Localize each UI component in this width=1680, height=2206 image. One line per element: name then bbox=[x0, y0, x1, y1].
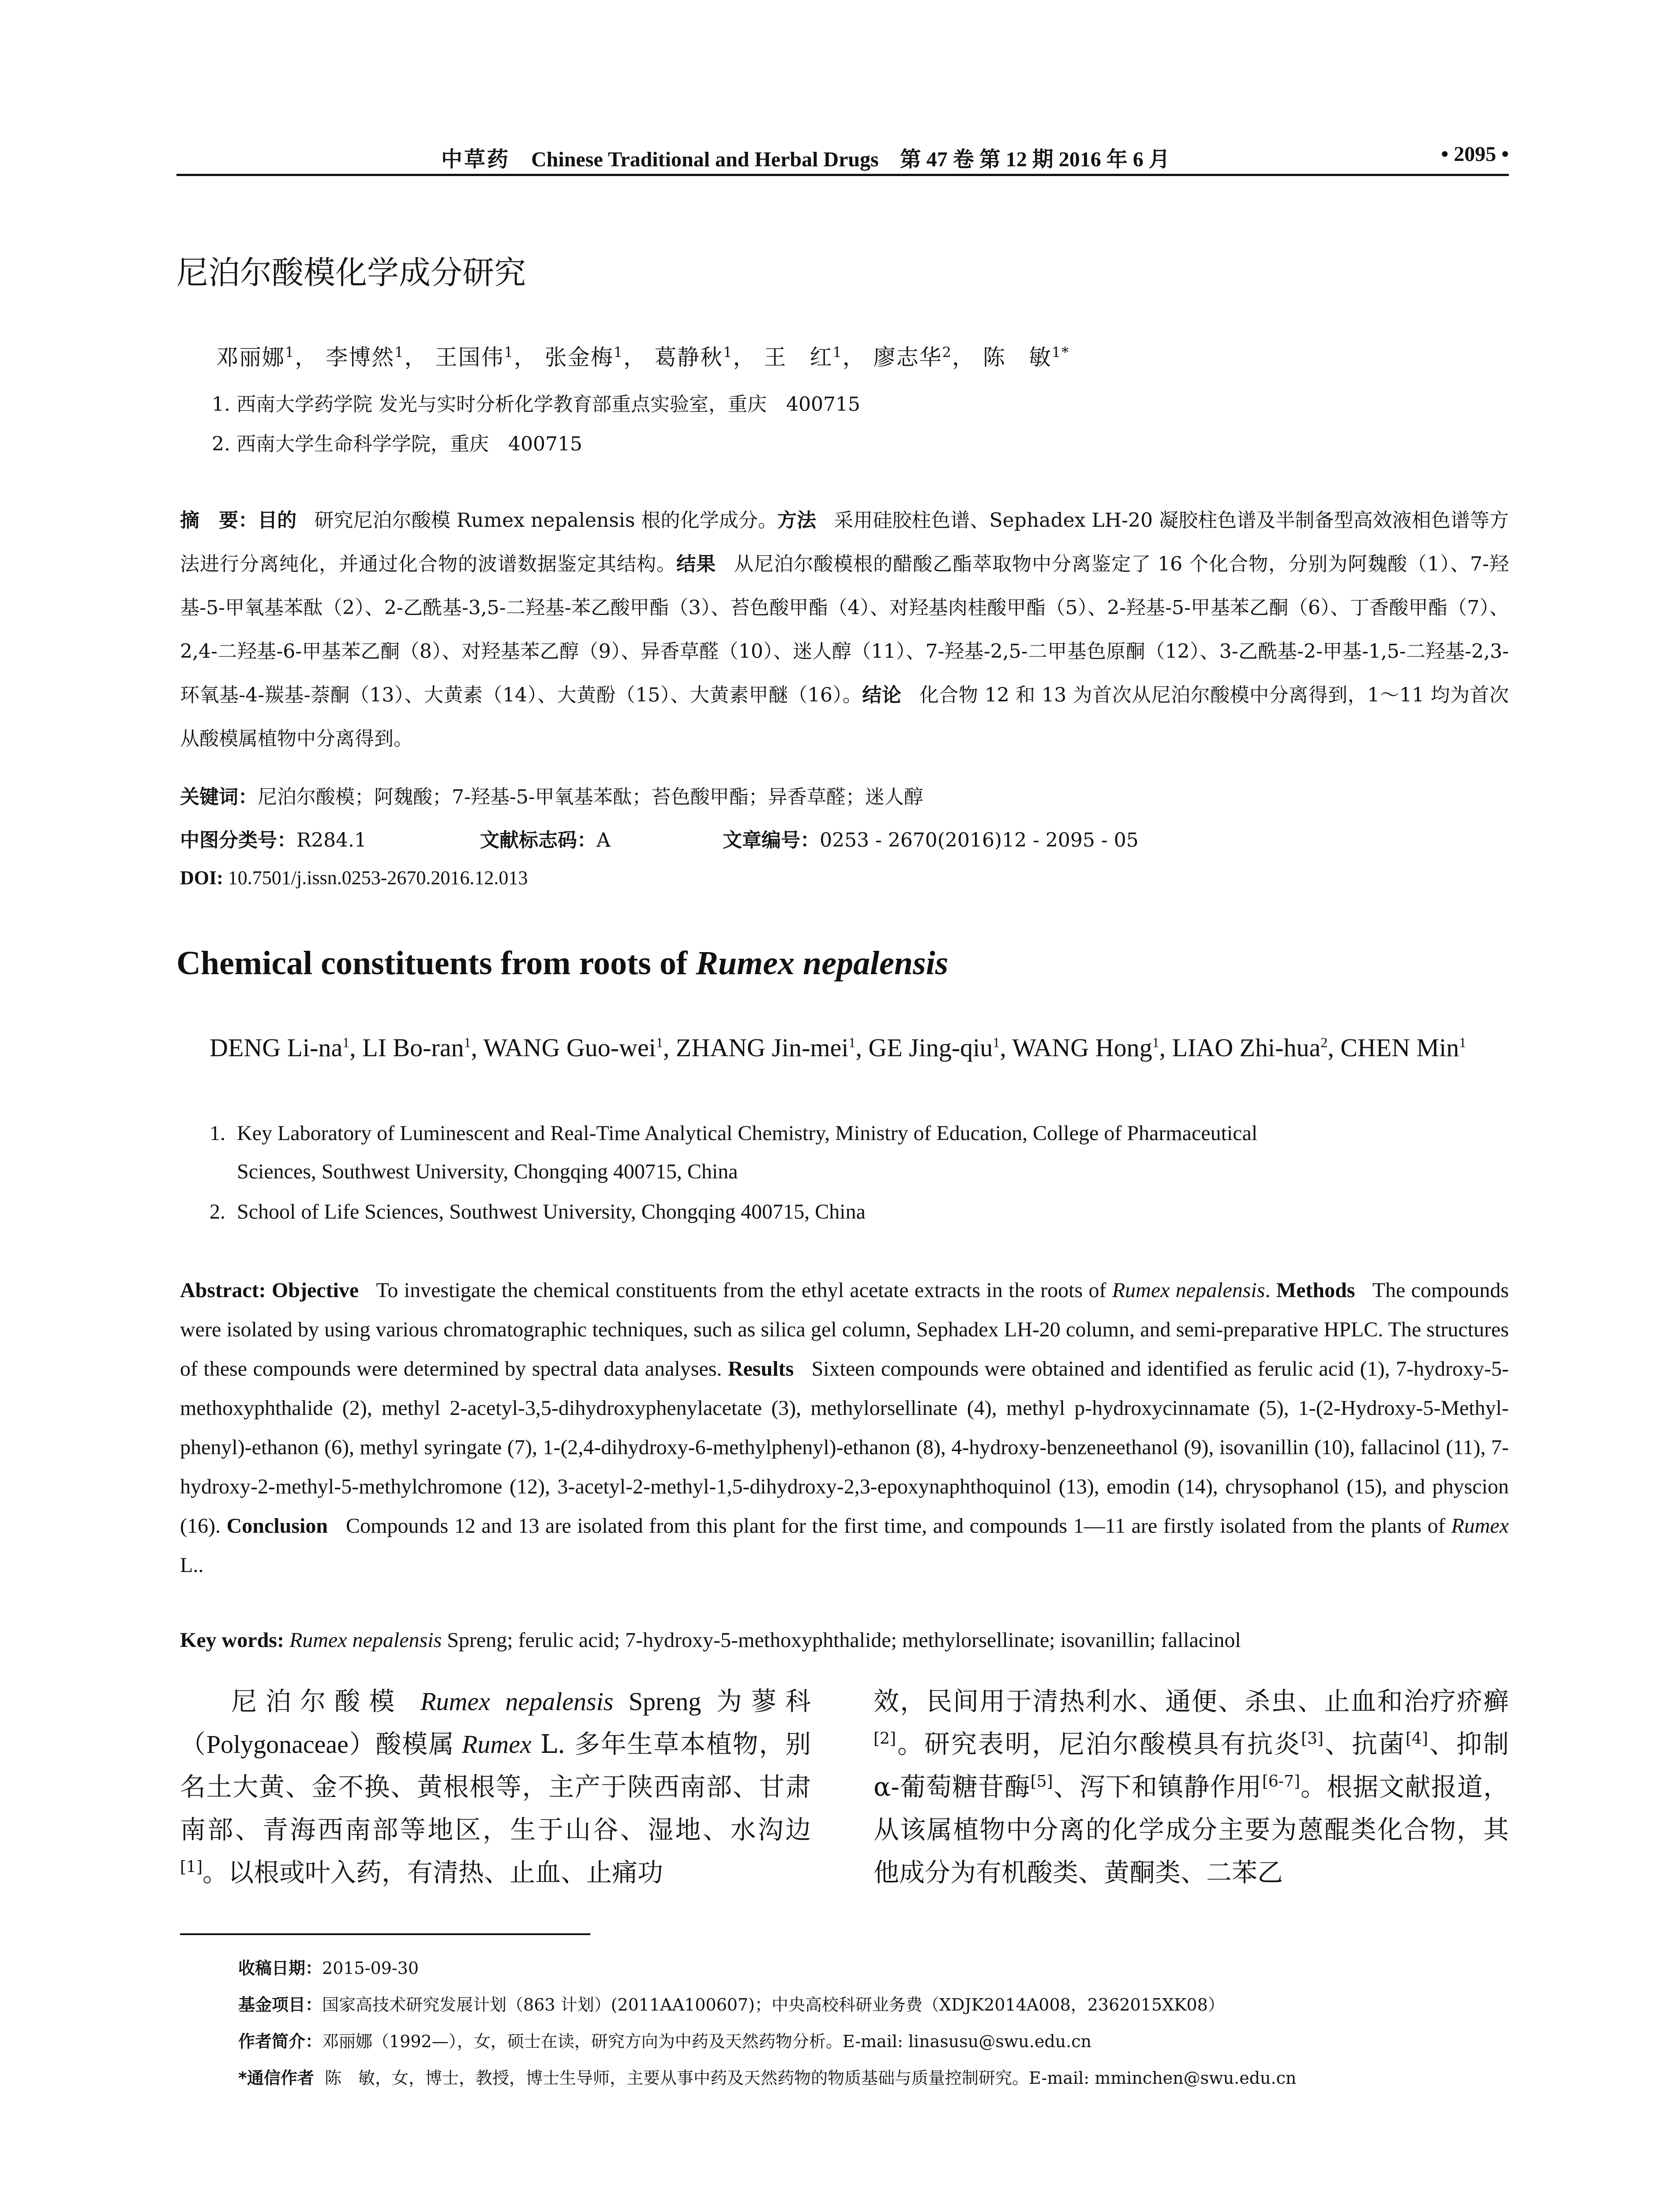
cn-title: 尼泊尔酸模化学成分研究 bbox=[176, 254, 526, 291]
cn-author: 张金梅$^1$ bbox=[544, 344, 624, 370]
cn-author: 陈 敏$^{1*}$ bbox=[982, 344, 1070, 370]
en-affiliation-2: 2. School of Life Sciences, Southwest University, Chongqing 400715, China bbox=[210, 1200, 866, 1223]
cn-affiliation-2: 2. 西南大学生命科学学院，重庆 400715 bbox=[212, 433, 582, 455]
cn-keywords bbox=[180, 781, 923, 809]
footnote-corresponding: *通信作者 陈 敏，女，博士，教授，博士生导师，主要从事中药及天然药物的物质基础与质量控制研究。E-mail: mminchen@swu.edu.cn bbox=[238, 2068, 1297, 2088]
cn-affiliation-1: 1. 西南大学药学院 发光与实时分析化学教育部重点实验室，重庆 400715 bbox=[212, 393, 860, 416]
en-author: WANG Hong$^1$ bbox=[1012, 1033, 1159, 1062]
body-column-right: 效，民间用于清热利水、通便、杀虫、止血和治疗疥癣[2]。研究表明，尼泊尔酸模具有抗炎[3]、抗菌[4]、抑制 α-葡萄糖苷酶[5]、泻下和镇静作用[6-7]。根据文献报道，从该属植物中分离的化学成分主要为蒽醌类化合物，其他成分为有机酸类、黄酮类、二苯乙 bbox=[874, 1686, 1509, 1887]
cn-abstract-label: 摘 要： bbox=[180, 509, 258, 532]
en-keywords-label: Key words: bbox=[180, 1628, 284, 1652]
en-abstract-label: Abstract: bbox=[180, 1279, 266, 1302]
cn-author: 王国伟$^1$ bbox=[435, 344, 514, 370]
citation-ref[interactable]: [1] bbox=[180, 1858, 202, 1876]
page-number: • 2095 • bbox=[1441, 143, 1509, 166]
footnote-funding: 基金项目：国家高技术研究发展计划（863 计划）(2011AA100607)；中央高校科研业务费（XDJK2014A008，2362015XK08） bbox=[238, 1995, 1225, 2015]
issue-info: 第 47 卷 第 12 期 2016 年 6 月 bbox=[900, 148, 1170, 171]
cn-results-text: 从尼泊尔酸模根的醋酸乙酯萃取物中分离鉴定了 16 个化合物，分别为阿魏酸（1）、7-羟基-5-甲氧基苯酞（2）、2-乙酰基-3,5-二羟基-苯乙酸甲酯（3）、苔色酸甲酯（4）、对羟基肉桂酸甲酯（5）、2-羟基-5-甲基苯乙酮（6）、丁香酸甲酯（7）、2,4-二羟基-6-甲基苯乙酮（8）、对羟基苯乙醇（9）、异香草醛（10）、迷人醇（11）、7-羟基-2,5-二甲基色原酮（12）、3-乙酰基-2-甲基-1,5-二羟基-2,3-环氧基-4-羰基-萘酮（13）、大黄素（14）、大黄酚（15）、大黄素甲醚（16）。 bbox=[180, 553, 1509, 706]
journal-name-en: Chinese Traditional and Herbal Drugs bbox=[531, 148, 879, 171]
en-title: Chemical constituents from roots of Rumex nepalensis bbox=[176, 945, 949, 982]
clc-number: 中图分类号：R284.1 bbox=[180, 829, 367, 852]
cn-keywords-label: 关键词： bbox=[180, 786, 258, 808]
cn-objective-text: 研究尼泊尔酸模 Rumex nepalensis 根的化学成分。 bbox=[314, 509, 777, 532]
en-conclusion-label: Conclusion bbox=[226, 1514, 328, 1538]
cn-objective-label: 目的 bbox=[258, 509, 297, 532]
en-results-label: Results bbox=[728, 1357, 794, 1381]
en-author: LIAO Zhi-hua$^2$ bbox=[1172, 1033, 1328, 1062]
cn-author: 李博然$^1$ bbox=[326, 344, 405, 370]
en-author: ZHANG Jin-mei$^1$ bbox=[675, 1033, 856, 1062]
en-affiliation-1: 1. Key Laboratory of Luminescent and Real-Time Analytical Chemistry, Ministry of Education, College of Pharmaceutical Sciences, Southwest University, Chongqing 400715, China bbox=[210, 1122, 1258, 1183]
body-column-left: 尼泊尔酸模 Rumex nepalensis Spreng 为蓼科（Polygonaceae）酸模属 Rumex L. 多年生草本植物，别名土大黄、金不换、黄根根等，主产于陕西南部、甘肃南部、青海西南部等地区，生于山谷、湿地、水沟边[1]。以根或叶入药，有清热、止血、止痛功 bbox=[180, 1686, 811, 1887]
cn-results-label: 结果 bbox=[676, 553, 716, 575]
document-code: 文献标志码：A bbox=[480, 829, 611, 852]
journal-info bbox=[441, 142, 1170, 173]
en-objective-label: Objective bbox=[271, 1279, 359, 1302]
cn-methods-text: 采用硅胶柱色谱、Sephadex LH-20 凝胶柱色谱及半制备型高效液相色谱等方法进行分离纯化，并通过化合物的波谱数据鉴定其结构。 bbox=[180, 509, 1509, 575]
en-methods-text: The compounds were isolated by using various chromatographic techniques, such as silica gel column, Sephadex LH-20 column, and semi-preparative HPLC. The structures of these compounds were determined by spectral data analyses. bbox=[180, 1279, 1509, 1381]
running-header bbox=[176, 142, 1509, 172]
doi-label: DOI: bbox=[180, 867, 223, 889]
citation-ref[interactable]: [3] bbox=[1301, 1730, 1324, 1748]
cn-conclusion-text: 化合物 12 和 13 为首次从尼泊尔酸模中分离得到，1～11 均为首次从酸模属植物中分离得到。 bbox=[180, 684, 1509, 750]
header-rule bbox=[176, 174, 1509, 176]
cn-author: 邓丽娜$^1$ bbox=[216, 344, 295, 370]
citation-ref[interactable]: [5] bbox=[1030, 1772, 1053, 1791]
cn-author: 廖志华$^2$ bbox=[873, 344, 952, 370]
en-title-species: Rumex nepalensis bbox=[696, 945, 949, 982]
article-number: 文章编号：0253 - 2670(2016)12 - 2095 - 05 bbox=[723, 829, 1139, 852]
footnote-author: 作者简介：邓丽娜（1992—），女，硕士在读，研究方向为中药及天然药物分析。E-mail: linasusu@swu.edu.cn bbox=[238, 2032, 1091, 2051]
en-author: DENG $Li-na^1$ bbox=[210, 1033, 350, 1062]
en-keywords: Key words: Rumex nepalensis Spreng; ferulic acid; 7-hydroxy-5-methoxyphthalide; methylorsellinate; isovanillin; fallacinol bbox=[180, 1628, 1241, 1652]
doi bbox=[180, 867, 528, 889]
en-methods-label: Methods bbox=[1276, 1279, 1355, 1302]
en-abstract: Abstract: Objective To investigate the chemical constituents from the ethyl acetate extracts in the roots of Rumex nepalensis. Methods The compounds were isolated by using various chromatographic techniques, such as silica gel column, Sephadex LH-20 column, and semi-preparative HPLC. The structures of these compounds were determined by spectral data analyses. Results Sixteen compounds were obtained and identified as ferulic acid (1), 7-hydroxy-5-methoxyphthalide (2), methyl 2-acetyl-3,5-dihydroxyphenylacetate (3), methylorsellinate (4), methyl p-hydroxycinnamate (5), 1-(2-Hydroxy-5-Methyl-phenyl)-ethanon (6), methyl syringate (7), 1-(2,4-dihydroxy-6-methylphenyl)-ethanon (8), 4-hydroxy-benzeneethanol (9), isovanillin (10), fallacinol (11), 7-hydroxy-2-methyl-5-methylchromone (12), 3-acetyl-2-methyl-1,5-dihydroxy-2,3-epoxynaphthoquinol (13), emodin (14), chrysophanol (15), and physcion (16). Conclusion Compounds 12 and 13 are isolated from this plant for the first time, and compounds 1—11 are firstly isolated from the plants of Rumex L.. bbox=[180, 1279, 1509, 1577]
cn-keywords-text: 尼泊尔酸模；阿魏酸；7-羟基-5-甲氧基苯酞；苔色酸甲酯；异香草醛；迷人醇 bbox=[258, 786, 923, 808]
citation-ref[interactable]: [6-7] bbox=[1262, 1772, 1300, 1791]
en-author-list: DENG $Li-na^1$, LI Bo-ran$^1$, WANG Guo-wei$^1$, ZHANG Jin-mei$^1$, GE Jing-qiu$^1$, WANG Hong$^1$, LIAO Zhi-hua$^2$, CHEN Min$^1$ bbox=[210, 1033, 1466, 1062]
en-author: LI Bo-ran$^1$ bbox=[362, 1033, 471, 1062]
doi-value[interactable]: 10.7501/j.issn.0253-2670.2016.12.013 bbox=[228, 867, 528, 889]
journal-name-cn: 中草药 bbox=[441, 147, 510, 172]
cn-author-list: 邓丽娜$^1$， 李博然$^1$， 王国伟$^1$， 张金梅$^1$， 葛静秋$^1$， 王 红$^1$， 廖志华$^2$， 陈 敏$^{1*}$ bbox=[216, 344, 1070, 370]
cn-author: 王 红$^1$ bbox=[764, 344, 843, 370]
en-author: CHEN Min$^1$ bbox=[1340, 1033, 1466, 1062]
en-results-text: Sixteen compounds were obtained and identified as ferulic acid (1), 7-hydroxy-5-methoxyphthalide (2), methyl 2-acetyl-3,5-dihydroxyphenylacetate (3), methylorsellinate (4), methyl p-hydroxycinnamate (5), 1-(2-Hydroxy-5-Methyl-phenyl)-ethanon (6), methyl syringate (7), 1-(2,4-dihydroxy-6-methylphenyl)-ethanon (8), 4-hydroxy-benzeneethanol (9), isovanillin (10), fallacinol (11), 7-hydroxy-2-methyl-5-methylchromone (12), 3-acetyl-2-methyl-1,5-dihydroxy-2,3-epoxynaphthoquinol (13), emodin (14), chrysophanol (15), and physcion (16). bbox=[180, 1357, 1509, 1538]
citation-ref[interactable]: [4] bbox=[1405, 1730, 1428, 1748]
en-author: WANG Guo-wei$^1$ bbox=[483, 1033, 663, 1062]
cn-abstract bbox=[180, 499, 1509, 761]
footnote-rule bbox=[180, 1933, 590, 1935]
cn-author: 葛静秋$^1$ bbox=[654, 344, 733, 370]
footnote-received: 收稿日期：2015-09-30 bbox=[238, 1958, 419, 1978]
cn-methods-label: 方法 bbox=[777, 509, 817, 532]
citation-ref[interactable]: [2] bbox=[874, 1730, 896, 1748]
cn-conclusion-label: 结论 bbox=[862, 684, 902, 706]
en-author: GE Jing-qiu$^1$ bbox=[868, 1033, 1000, 1062]
